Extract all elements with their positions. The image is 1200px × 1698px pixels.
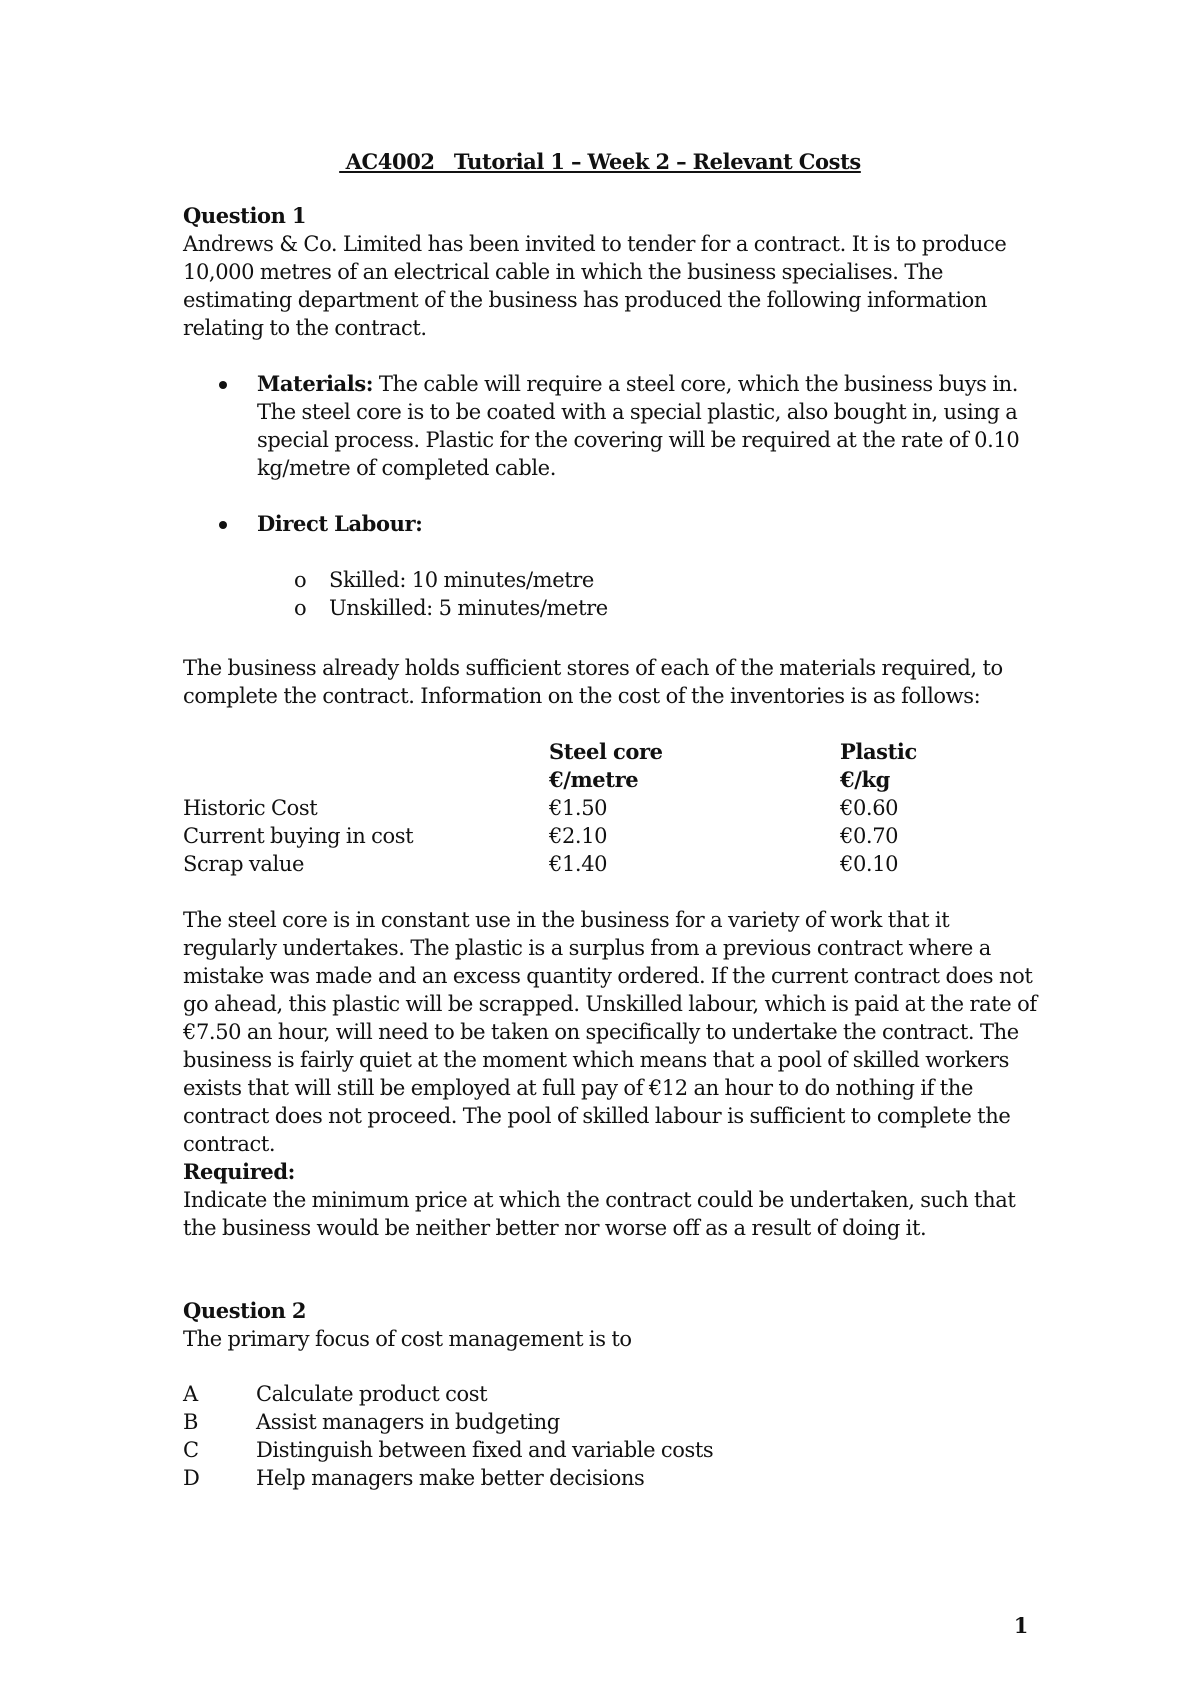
- plastic-unit: €/kg: [840, 767, 890, 792]
- option-d: [183, 1464, 713, 1492]
- page-title: AC4002 Tutorial 1 – Week 2 – Relevant Costs: [339, 149, 861, 174]
- question-2-stem: The primary focus of cost management is to: [183, 1327, 632, 1351]
- materials-label: Materials:: [257, 371, 374, 396]
- steel-core-unit: €/metre: [549, 767, 639, 792]
- row-label: Scrap value: [183, 852, 304, 876]
- option-c: [183, 1436, 713, 1464]
- plastic-value: €0.60: [840, 796, 899, 820]
- option-a: [183, 1380, 713, 1408]
- sub-bullet-icon: o: [294, 568, 307, 592]
- option-letter: D: [183, 1466, 200, 1490]
- direct-labour-label: Direct Labour:: [257, 511, 423, 536]
- required-text: Indicate the minimum price at which the contract could be undertaken, such that the business would be neither better nor worse off as a result of doing it.: [183, 1188, 1016, 1240]
- skilled-labour-text: Skilled: 10 minutes/metre: [329, 568, 594, 592]
- question-1-intro: Andrews & Co. Limited has been invited to tender for a contract. It is to produce 10,000 metres of an electrical cable in which the business specialises. The estimating department of the business has produced the following information relating to the contract.: [183, 232, 1007, 340]
- option-letter: C: [183, 1438, 199, 1462]
- plastic-value: €0.70: [840, 824, 899, 848]
- contract-details: The steel core is in constant use in the business for a variety of work that it regularly undertakes. The plastic is a surplus from a previous contract where a mistake was made and an excess quantity ordered. If the current contract does not go ahead, this plastic will be scrapped. Unskilled labour, which is paid at the rate of €7.50 an hour, will need to be taken on specifically to undertake the contract. The business is fairly quiet at the moment which means that a pool of skilled workers exists that will still be employed at full pay of €12 an hour to do nothing if the contract does not proceed. The pool of skilled labour is sufficient to complete the contract.: [183, 908, 1037, 1156]
- direct-labour-bullet: [183, 510, 1043, 538]
- bullet-icon: [219, 521, 227, 529]
- materials-text: The cable will require a steel core, which the business buys in. The steel core is to be coated with a special plastic, also bought in, using a special process. Plastic for the covering will be required at the rate of 0.10 kg/metre of completed cable.: [257, 372, 1020, 480]
- page-number: 1: [1013, 1613, 1028, 1638]
- inventory-cost-table: [183, 738, 960, 878]
- option-letter: A: [183, 1382, 198, 1406]
- plastic-value: €0.10: [840, 852, 899, 876]
- answer-options: [183, 1380, 713, 1492]
- steel-core-value: €1.50: [549, 796, 608, 820]
- unskilled-labour-text: Unskilled: 5 minutes/metre: [329, 596, 608, 620]
- table-header-row: [183, 738, 960, 766]
- unskilled-labour-item: [183, 594, 1043, 622]
- option-text: Distinguish between fixed and variable costs: [256, 1438, 714, 1462]
- option-b: [183, 1408, 713, 1436]
- steel-core-value: €2.10: [549, 824, 608, 848]
- option-text: Calculate product cost: [256, 1382, 488, 1406]
- labour-sublist: [183, 566, 1043, 622]
- requirements-list: [183, 370, 1043, 482]
- table-units-row: [183, 766, 960, 794]
- table-row: [183, 850, 960, 878]
- table-header-cell: [183, 738, 549, 766]
- steel-core-value: €1.40: [549, 852, 608, 876]
- option-letter: B: [183, 1410, 199, 1434]
- steel-core-header: Steel core: [549, 739, 663, 764]
- table-row: [183, 822, 960, 850]
- required-heading: Required:: [183, 1159, 296, 1184]
- inventory-intro: The business already holds sufficient stores of each of the materials required, to complete the contract. Information on the cost of the inventories is as follows:: [183, 656, 1003, 708]
- plastic-header: Plastic: [840, 739, 917, 764]
- table-header-cell: [183, 766, 549, 794]
- option-text: Assist managers in budgeting: [256, 1410, 560, 1434]
- materials-bullet: [183, 370, 1043, 482]
- bullet-icon: [219, 381, 227, 389]
- option-text: Help managers make better decisions: [256, 1466, 645, 1490]
- row-label: Historic Cost: [183, 796, 318, 820]
- sub-bullet-icon: o: [294, 596, 307, 620]
- skilled-labour-item: [183, 566, 1043, 594]
- labour-list: [183, 510, 1043, 538]
- row-label: Current buying in cost: [183, 824, 414, 848]
- question-2-heading: Question 2: [183, 1298, 307, 1323]
- question-1-heading: Question 1: [183, 203, 307, 228]
- table-row: [183, 794, 960, 822]
